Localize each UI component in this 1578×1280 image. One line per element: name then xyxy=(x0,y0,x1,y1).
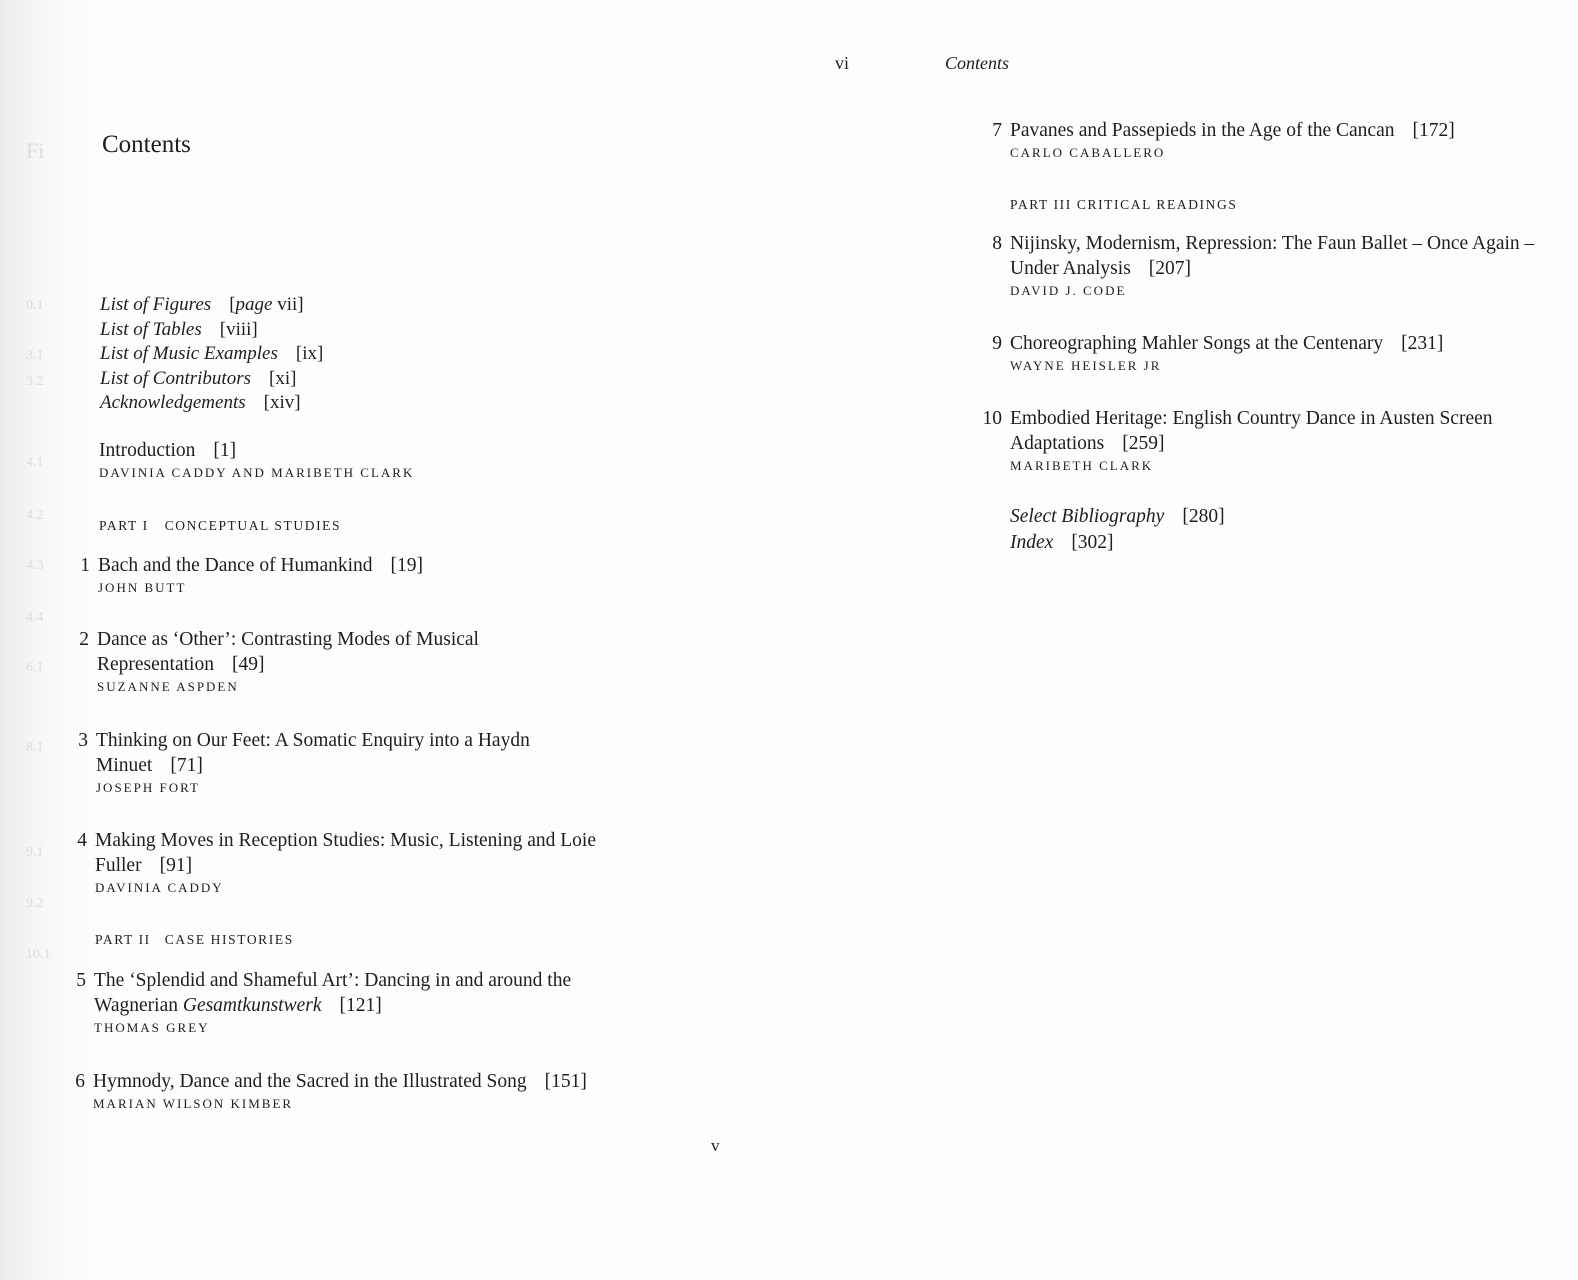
toc-entry-chapter[interactable]: 10 Embodied Heritage: English Country Dance in Austen Screen Adaptations [259] MARIBETH CLARK xyxy=(982,408,1493,473)
page-folio: v xyxy=(711,1136,720,1155)
back-matter-item[interactable]: Select Bibliography [280] xyxy=(1010,506,1225,527)
toc-entry-chapter[interactable]: 1 Bach and the Dance of Humankind [19] JOHN BUTT xyxy=(80,555,424,595)
bleed-through-text: 4.4 xyxy=(26,610,44,625)
bleed-through-text: 10.1 xyxy=(26,947,51,962)
page-title: Contents xyxy=(102,131,191,158)
toc-entry-chapter[interactable]: 9 Choreographing Mahler Songs at the Centenary [231] WAYNE HEISLER JR xyxy=(992,333,1444,373)
back-matter-item[interactable]: Index [302] xyxy=(1010,532,1114,553)
bleed-through-text: 4.2 xyxy=(26,508,44,523)
front-matter-list xyxy=(100,293,323,416)
bleed-through-text: 9.1 xyxy=(26,845,44,860)
toc-entry-chapter[interactable]: 3 Thinking on Our Feet: A Somatic Enquiry into a Haydn Minuet [71] JOSEPH FORT xyxy=(78,730,530,795)
entry-author: THOMAS GREY xyxy=(94,1020,210,1035)
entry-author: JOHN BUTT xyxy=(98,580,187,595)
entry-author: DAVID J. CODE xyxy=(1010,283,1127,298)
toc-entry-chapter[interactable]: 5 The ‘Splendid and Shameful Art’: Dancing in and around the Wagnerian Gesamtkunstwerk [121] THOMAS GREY xyxy=(76,970,572,1035)
entry-author: JOSEPH FORT xyxy=(96,780,200,795)
toc-entry-chapter[interactable]: 7 Pavanes and Passepieds in the Age of the Cancan [172] CARLO CABALLERO xyxy=(992,120,1455,160)
bleed-through-text: 8.1 xyxy=(26,740,44,755)
toc-entry-chapter[interactable]: 4 Making Moves in Reception Studies: Music, Listening and Loie Fuller [91] DAVINIA CADDY xyxy=(77,830,596,895)
entry-author: MARIBETH CLARK xyxy=(1010,458,1154,473)
toc-entry-introduction[interactable]: Introduction [1] DAVINIA CADDY AND MARIBETH CLARK xyxy=(99,440,415,480)
back-matter-list xyxy=(1010,504,1225,556)
bleed-through-text: 4.1 xyxy=(26,455,44,470)
bleed-through-text: 3.1 xyxy=(26,348,44,363)
bleed-through-text: 0.1 xyxy=(26,298,44,313)
bleed-through-text: 6.1 xyxy=(26,660,44,675)
bleed-through-text: 9.2 xyxy=(26,896,44,911)
part-heading: PART III CRITICAL READINGS xyxy=(1010,197,1238,212)
entry-author: SUZANNE ASPDEN xyxy=(97,679,239,694)
front-matter-item[interactable]: List of Contributors [xi] xyxy=(100,367,297,389)
part-heading: PART II CASE HISTORIES xyxy=(95,932,294,947)
entry-author: DAVINIA CADDY xyxy=(95,880,224,895)
toc-entry-chapter[interactable]: 8 Nijinsky, Modernism, Repression: The Faun Ballet – Once Again – Under Analysis [207] DAVID J. CODE xyxy=(992,233,1535,298)
running-head: Contents xyxy=(945,53,1010,73)
entry-author: CARLO CABALLERO xyxy=(1010,145,1166,160)
toc-entry-chapter[interactable]: 2 Dance as ‘Other’: Contrasting Modes of Musical Representation [49] SUZANNE ASPDEN xyxy=(79,629,479,694)
entry-author: WAYNE HEISLER JR xyxy=(1010,358,1162,373)
front-matter-item[interactable]: Acknowledgements [xiv] xyxy=(100,392,301,413)
part-heading: PART I CONCEPTUAL STUDIES xyxy=(99,518,342,533)
bleed-through-text: Fi xyxy=(26,138,45,163)
front-matter-item[interactable]: List of Tables [viii] xyxy=(100,318,258,340)
front-matter-item[interactable]: List of Music Examples [ix] xyxy=(100,343,324,364)
bleed-through-text: 3.2 xyxy=(26,374,44,389)
bleed-through-text: 4.3 xyxy=(26,558,44,573)
page-folio: vi xyxy=(835,53,850,73)
toc-entry-chapter[interactable]: 6 Hymnody, Dance and the Sacred in the Illustrated Song [151] MARIAN WILSON KIMBER xyxy=(75,1071,587,1111)
front-matter-item[interactable]: List of Figures [page vii] xyxy=(100,294,304,315)
entry-author: DAVINIA CADDY AND MARIBETH CLARK xyxy=(99,465,415,480)
entry-author: MARIAN WILSON KIMBER xyxy=(93,1096,294,1111)
